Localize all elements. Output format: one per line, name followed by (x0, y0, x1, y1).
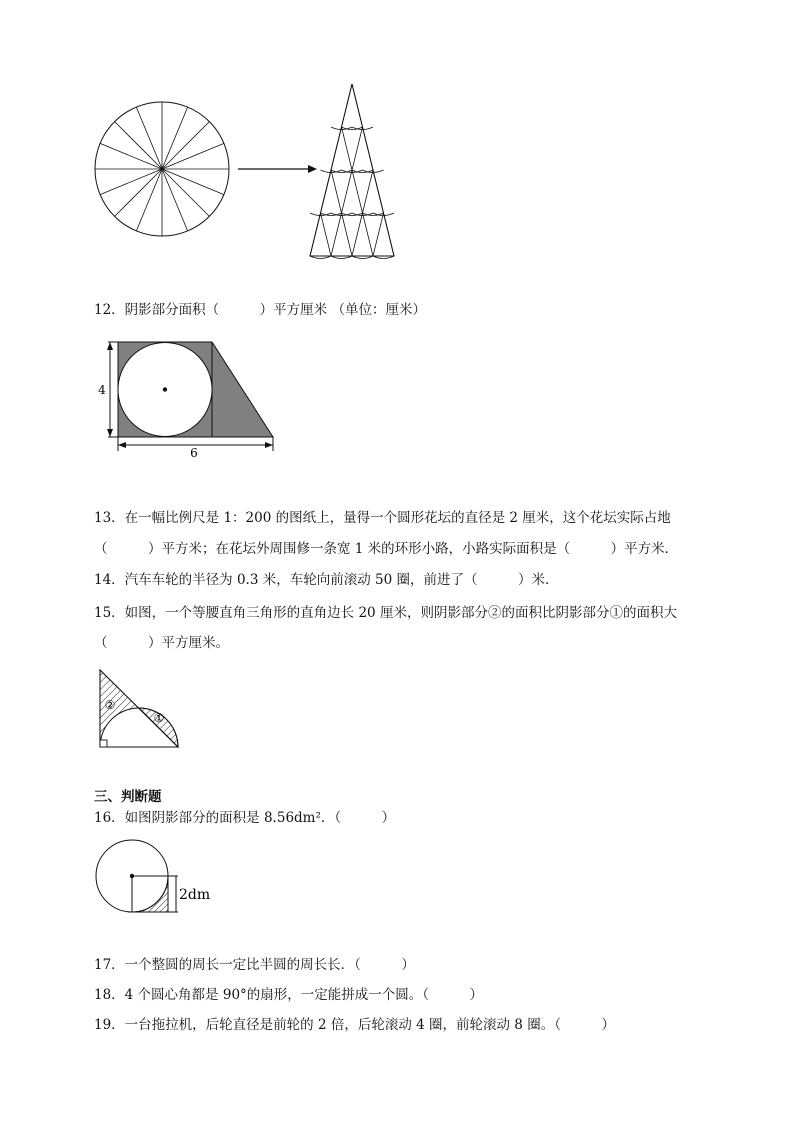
sector-piece (373, 213, 394, 259)
q12-figure (96, 335, 286, 460)
q16-figure (92, 838, 222, 918)
section-title: 三、判断题 (94, 789, 162, 805)
height-label: 4 (98, 383, 106, 397)
question-15-line1: 15．如图，一个等腰直角三角形的直角边长 20 厘米，则阴影部分②的面积比阴影部分①的面积大 (94, 605, 677, 621)
question-13-line1: 13．在一幅比例尺是 1：200 的图纸上，量得一个圆形花坛的直径是 2 厘米，这个花坛实际占地 (94, 510, 671, 526)
sector-circle (95, 102, 229, 236)
dim-arrow (107, 429, 113, 437)
question-19: 19．一台拖拉机，后轮直径是前轮的 2 倍，后轮滚动 4 圈，前轮滚动 8 圈。（ ） (94, 1017, 615, 1033)
dim-arrow (107, 342, 113, 350)
question-18: 18．4 个圆心角都是 90°的扇形，一定能拼成一个圆。（ ） (94, 987, 484, 1003)
rearranged-triangle (310, 84, 394, 259)
question-14: 14．汽车车轮的半径为 0.3 米，车轮向前滚动 50 圈，前进了（ ）米． (94, 572, 559, 588)
sector-piece (352, 213, 373, 259)
circle-center (130, 874, 134, 878)
dim-arrow (118, 442, 126, 448)
label-region-1: ① (153, 711, 165, 725)
dimension-label: 2dm (179, 887, 211, 903)
sector-piece (352, 127, 373, 173)
circle-center (163, 387, 167, 391)
q15-figure (90, 664, 190, 754)
sector-piece (363, 170, 384, 216)
sector-piece (310, 213, 331, 259)
dim-arrow (265, 442, 273, 448)
circle-sectors-figure (90, 78, 410, 263)
question-13-line2: （ ）平方米；在花坛外周围修一条宽 1 米的环形小路，小路实际面积是（ ）平方米． (94, 541, 679, 557)
right-angle-mark (100, 740, 107, 747)
sector-piece (331, 213, 352, 259)
arrow-head (308, 165, 317, 173)
question-17: 17．一个整圆的周长一定比半圆的周长长．（ ） (94, 957, 415, 973)
sector-piece (342, 84, 363, 130)
sector-piece (342, 170, 363, 216)
sector-piece (321, 170, 342, 216)
question-16: 16．如图阴影部分的面积是 8.56dm²．（ ） (94, 810, 396, 826)
width-label: 6 (190, 446, 198, 460)
label-region-2: ② (104, 698, 116, 712)
question-15-line2: （ ）平方厘米。 (94, 635, 229, 651)
question-12: 12．阴影部分面积（ ）平方厘米 （单位：厘米） (94, 302, 426, 318)
sector-piece (331, 127, 352, 173)
